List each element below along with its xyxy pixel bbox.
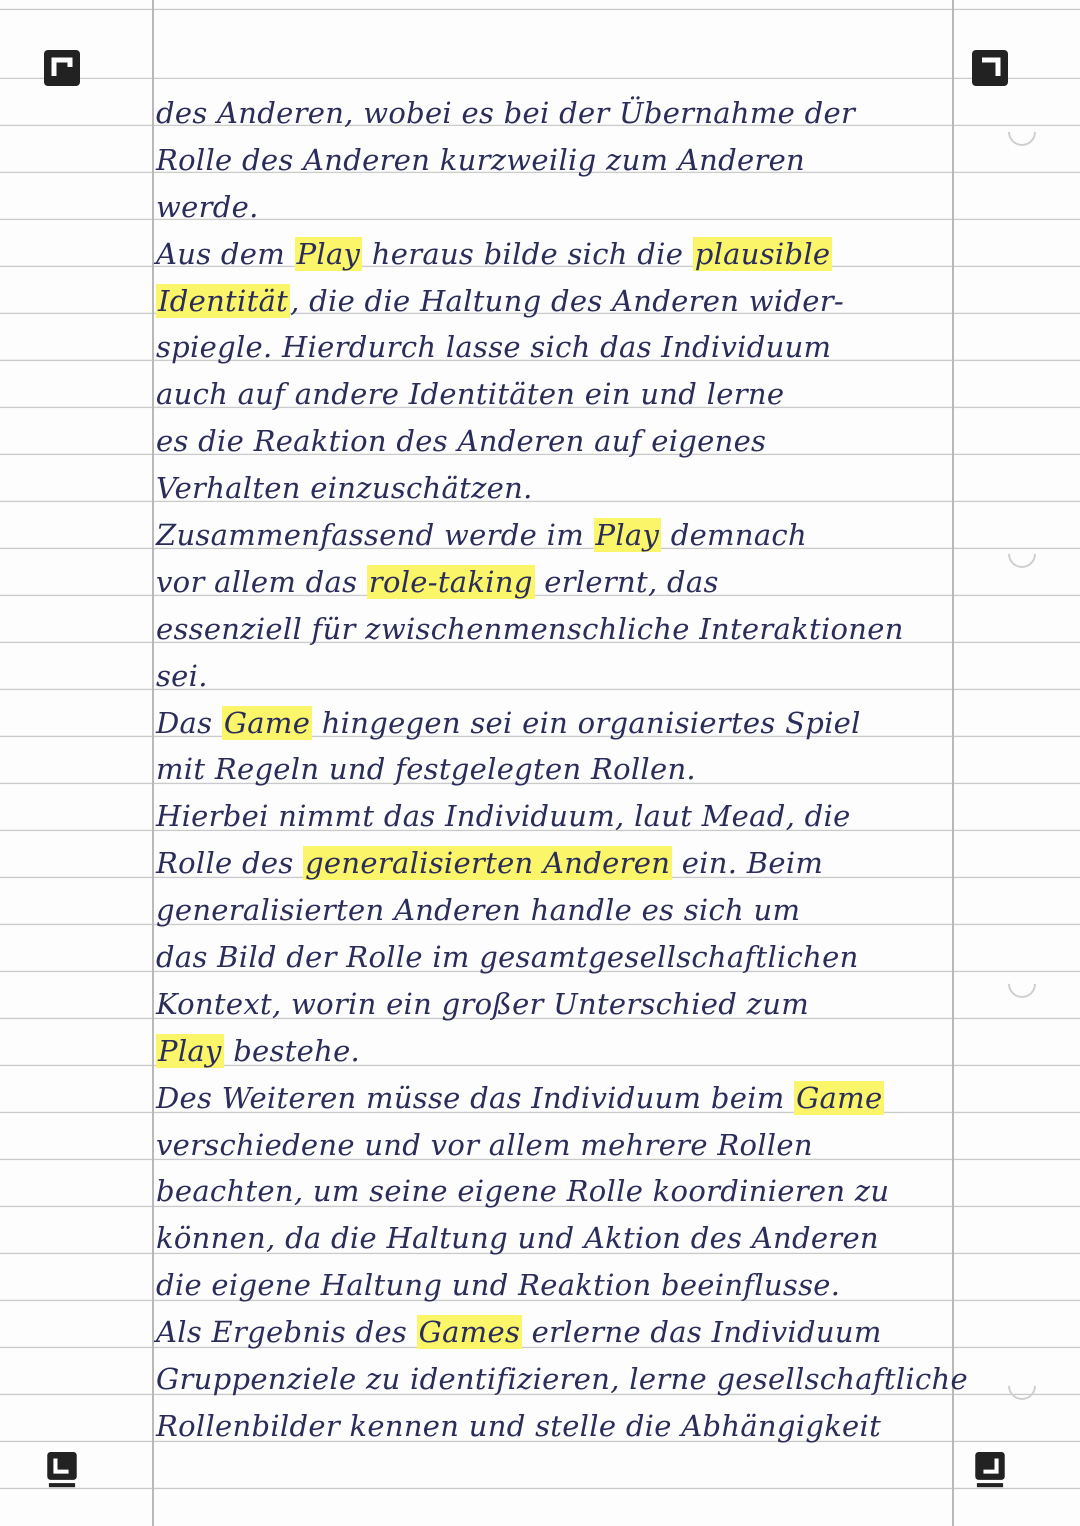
text-line [156,231,956,278]
corner-mark-icon [972,50,1008,86]
text-line [156,606,956,653]
text-segment: hingegen sei ein organisiertes Spiel [312,705,861,740]
text-segment: Als Ergebnis des [156,1315,417,1350]
text-segment: generalisierten Anderen handle es sich um [156,893,801,928]
text-segment: Verhalten einzuschätzen. [156,471,533,506]
text-segment: erlerne das Individuum [522,1315,882,1350]
text-segment: erlernt, das [534,564,719,599]
text-segment: Rolle des [156,846,304,881]
text-segment: Gruppenziele zu identifizieren, lerne gesellschaftliche [156,1362,968,1397]
text-line [156,371,956,418]
text-line [156,90,956,137]
text-segment: demnach [661,518,807,553]
text-line [156,981,956,1028]
text-segment: beachten, um seine eigene Rolle koordinieren zu [156,1174,890,1209]
highlighted-word: role-taking [368,564,533,599]
text-segment: Zusammenfassend werde im [156,518,594,553]
corner-mark-icon [972,1452,1008,1488]
text-line [156,512,956,559]
text-segment: verschiedene und vor allem mehrere Rollen [156,1127,813,1162]
text-line [156,1122,956,1169]
text-segment: auch auf andere Identitäten ein und lerne [156,377,785,412]
text-line [156,934,956,981]
text-segment: bestehe. [223,1033,361,1068]
text-segment: ein. Beim [672,846,824,881]
text-line [156,1028,956,1075]
text-segment: es die Reaktion des Anderen auf eigenes [156,424,767,459]
text-segment: Hierbei nimmt das Individuum, laut Mead, die [156,799,851,834]
text-segment: des Anderen, wobei es bei der Übernahme der [156,96,856,130]
text-line [156,1215,956,1262]
highlighted-word: Identität [158,283,289,318]
text-line [156,1309,956,1356]
text-line [156,137,956,184]
text-segment: , die die Haltung des Anderen wider- [290,283,844,318]
text-line [156,1262,956,1309]
text-line [156,887,956,934]
text-segment: Das [156,705,222,740]
highlighted-word: generalisierten Anderen [305,846,671,881]
highlighted-word: plausible [694,236,831,271]
text-segment: Kontext, worin ein großer Unterschied zum [156,986,810,1021]
text-segment: Rolle des Anderen kurzweilig zum Anderen [156,142,806,177]
text-line [156,559,956,606]
text-line [156,1168,956,1215]
text-segment: sei. [156,658,208,693]
text-line [156,278,956,325]
text-segment: werde. [156,189,259,224]
text-line [156,465,956,512]
text-segment: vor allem das [156,564,367,599]
text-line [156,746,956,793]
highlighted-word: Games [418,1315,521,1350]
highlighted-word: Game [223,705,311,740]
highlighted-word: Play [595,518,660,553]
text-line [156,1356,968,1403]
text-segment: die eigene Haltung und Reaktion beeinflusse. [156,1268,841,1303]
text-segment: können, da die Haltung und Aktion des Anderen [156,1221,879,1256]
text-line [156,793,956,840]
text-segment: mit Regeln und festgelegten Rollen. [156,752,696,787]
text-segment: spiegle. Hierdurch lasse sich das Individuum [156,330,832,365]
left-margin-line [152,0,154,1526]
text-segment: Des Weiteren müsse das Individuum beim [156,1080,795,1115]
text-segment: Rollenbilder kennen und stelle die Abhängigkeit [156,1408,882,1443]
text-segment: heraus bilde sich die [362,236,693,271]
text-line [156,653,956,700]
highlighted-word: Play [158,1033,222,1068]
text-line [156,840,956,887]
text-line [156,1075,956,1122]
corner-mark-icon [44,1452,80,1488]
highlighted-word: Play [296,236,361,271]
text-segment: Aus dem [156,236,295,271]
text-segment: das Bild der Rolle im gesamtgesellschaftlichen [156,940,859,975]
text-line [156,418,956,465]
text-line [156,324,956,371]
highlighted-word: Game [796,1080,883,1115]
text-line [156,700,956,747]
text-segment: essenziell für zwischenmenschliche Interaktionen [156,611,904,646]
text-line [156,184,956,231]
text-line [156,1403,956,1450]
corner-mark-icon [44,50,80,86]
handwritten-text [156,90,968,1450]
